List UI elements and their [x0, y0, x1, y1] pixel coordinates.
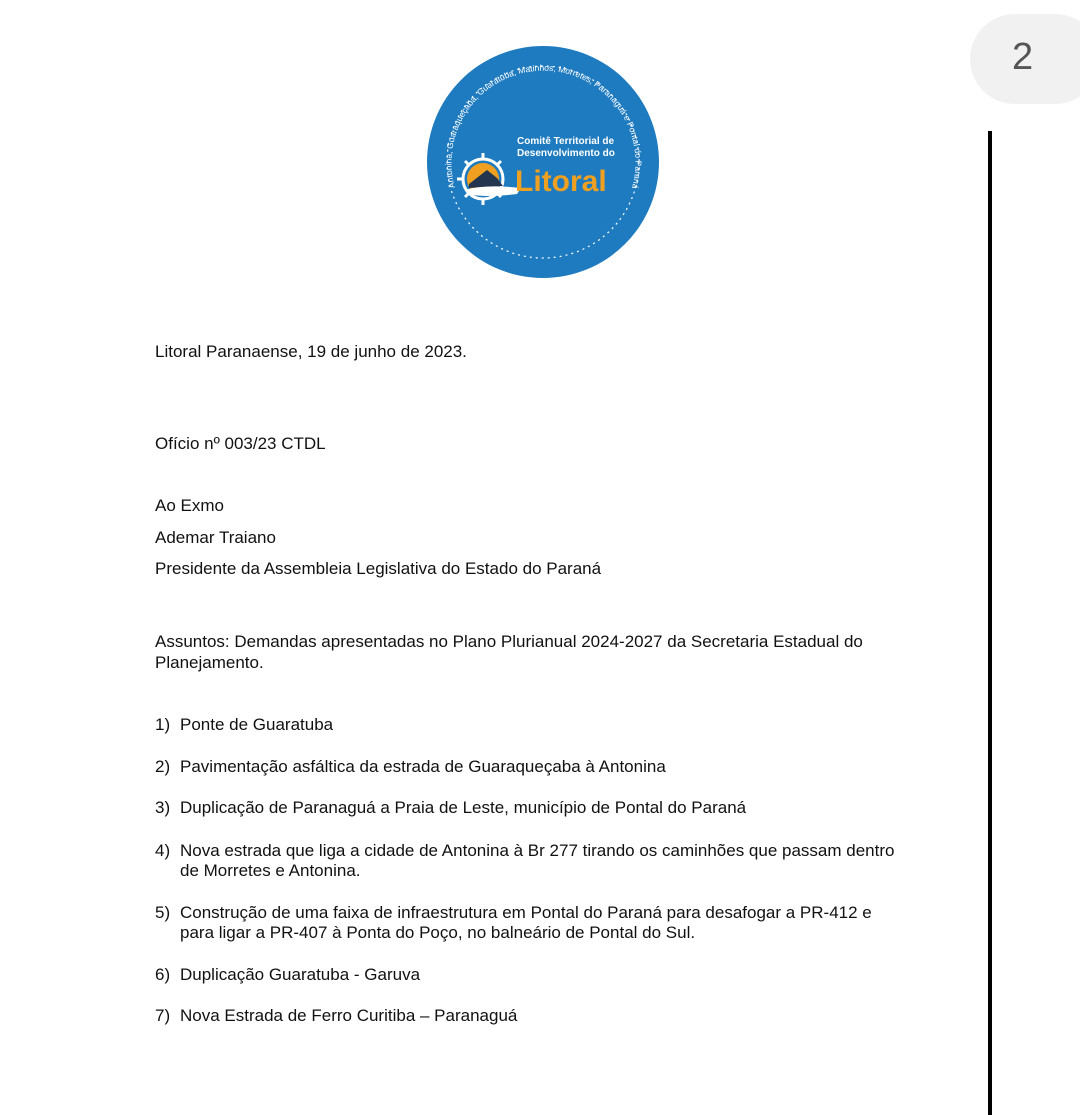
subject-line-2: Planejamento. [155, 653, 264, 672]
list-item-number: 1) [155, 715, 171, 734]
recipient-salutation: Ao Exmo [155, 496, 224, 515]
list-item-number: 4) [155, 841, 171, 860]
subject-line-1: Assuntos: Demandas apresentadas no Plano Plurianual 2024-2027 da Secretaria Estadual do [155, 632, 863, 651]
list-item-number: 7) [155, 1006, 171, 1025]
recipient-title: Presidente da Assembleia Legislativa do Estado do Paraná [155, 559, 602, 578]
list-item-text: Pavimentação asfáltica da estrada de Guaraqueçaba à Antonina [180, 757, 666, 776]
list-item-text: Duplicação Guaratuba - Garuva [180, 965, 421, 984]
list-item-number: 6) [155, 965, 171, 984]
list-item-text: Duplicação de Paranaguá a Praia de Leste, município de Pontal do Paraná [180, 798, 747, 817]
place-date: Litoral Paranaense, 19 de junho de 2023. [155, 342, 467, 361]
logo-title-main: Litoral [515, 165, 607, 198]
list-item [155, 757, 910, 777]
list-item [155, 841, 910, 881]
document-reference: Ofício nº 003/23 CTDL [155, 434, 326, 453]
list-item-text: Ponte de Guaratuba [180, 715, 334, 734]
scrollbar[interactable] [988, 131, 992, 1115]
committee-logo [425, 44, 661, 280]
page-number: 2 [1012, 36, 1034, 78]
recipient-name: Ademar Traiano [155, 528, 276, 547]
list-item-number: 3) [155, 798, 171, 817]
logo-title-line2: Desenvolvimento do [517, 148, 615, 159]
list-item-text: Nova estrada que liga a cidade de Antonina à Br 277 tirando os caminhões que passam dentro de Morretes e Antonina. [180, 841, 895, 880]
logo-circle [427, 46, 659, 278]
logo-title-line1: Comitê Territorial de [517, 136, 615, 147]
list-item [155, 1006, 910, 1026]
list-item [155, 798, 910, 818]
logo-ring-text: Antonina, Guaraqueçaba, Guaratuba, Matinhos, Morretes, Paranaguá e Pontal do Paraná [443, 62, 644, 190]
list-item [155, 965, 910, 985]
list-item-number: 5) [155, 903, 171, 922]
page-indicator [970, 14, 1080, 104]
list-item [155, 903, 910, 943]
list-item-text: Construção de uma faixa de infraestrutura em Pontal do Paraná para desafogar a PR-412 e para ligar a PR-407 à Ponta do Poço, no balneário de Pontal do Sul. [180, 903, 872, 942]
list-item [155, 715, 910, 735]
list-item-number: 2) [155, 757, 171, 776]
list-item-text: Nova Estrada de Ferro Curitiba – Paranaguá [180, 1006, 518, 1025]
